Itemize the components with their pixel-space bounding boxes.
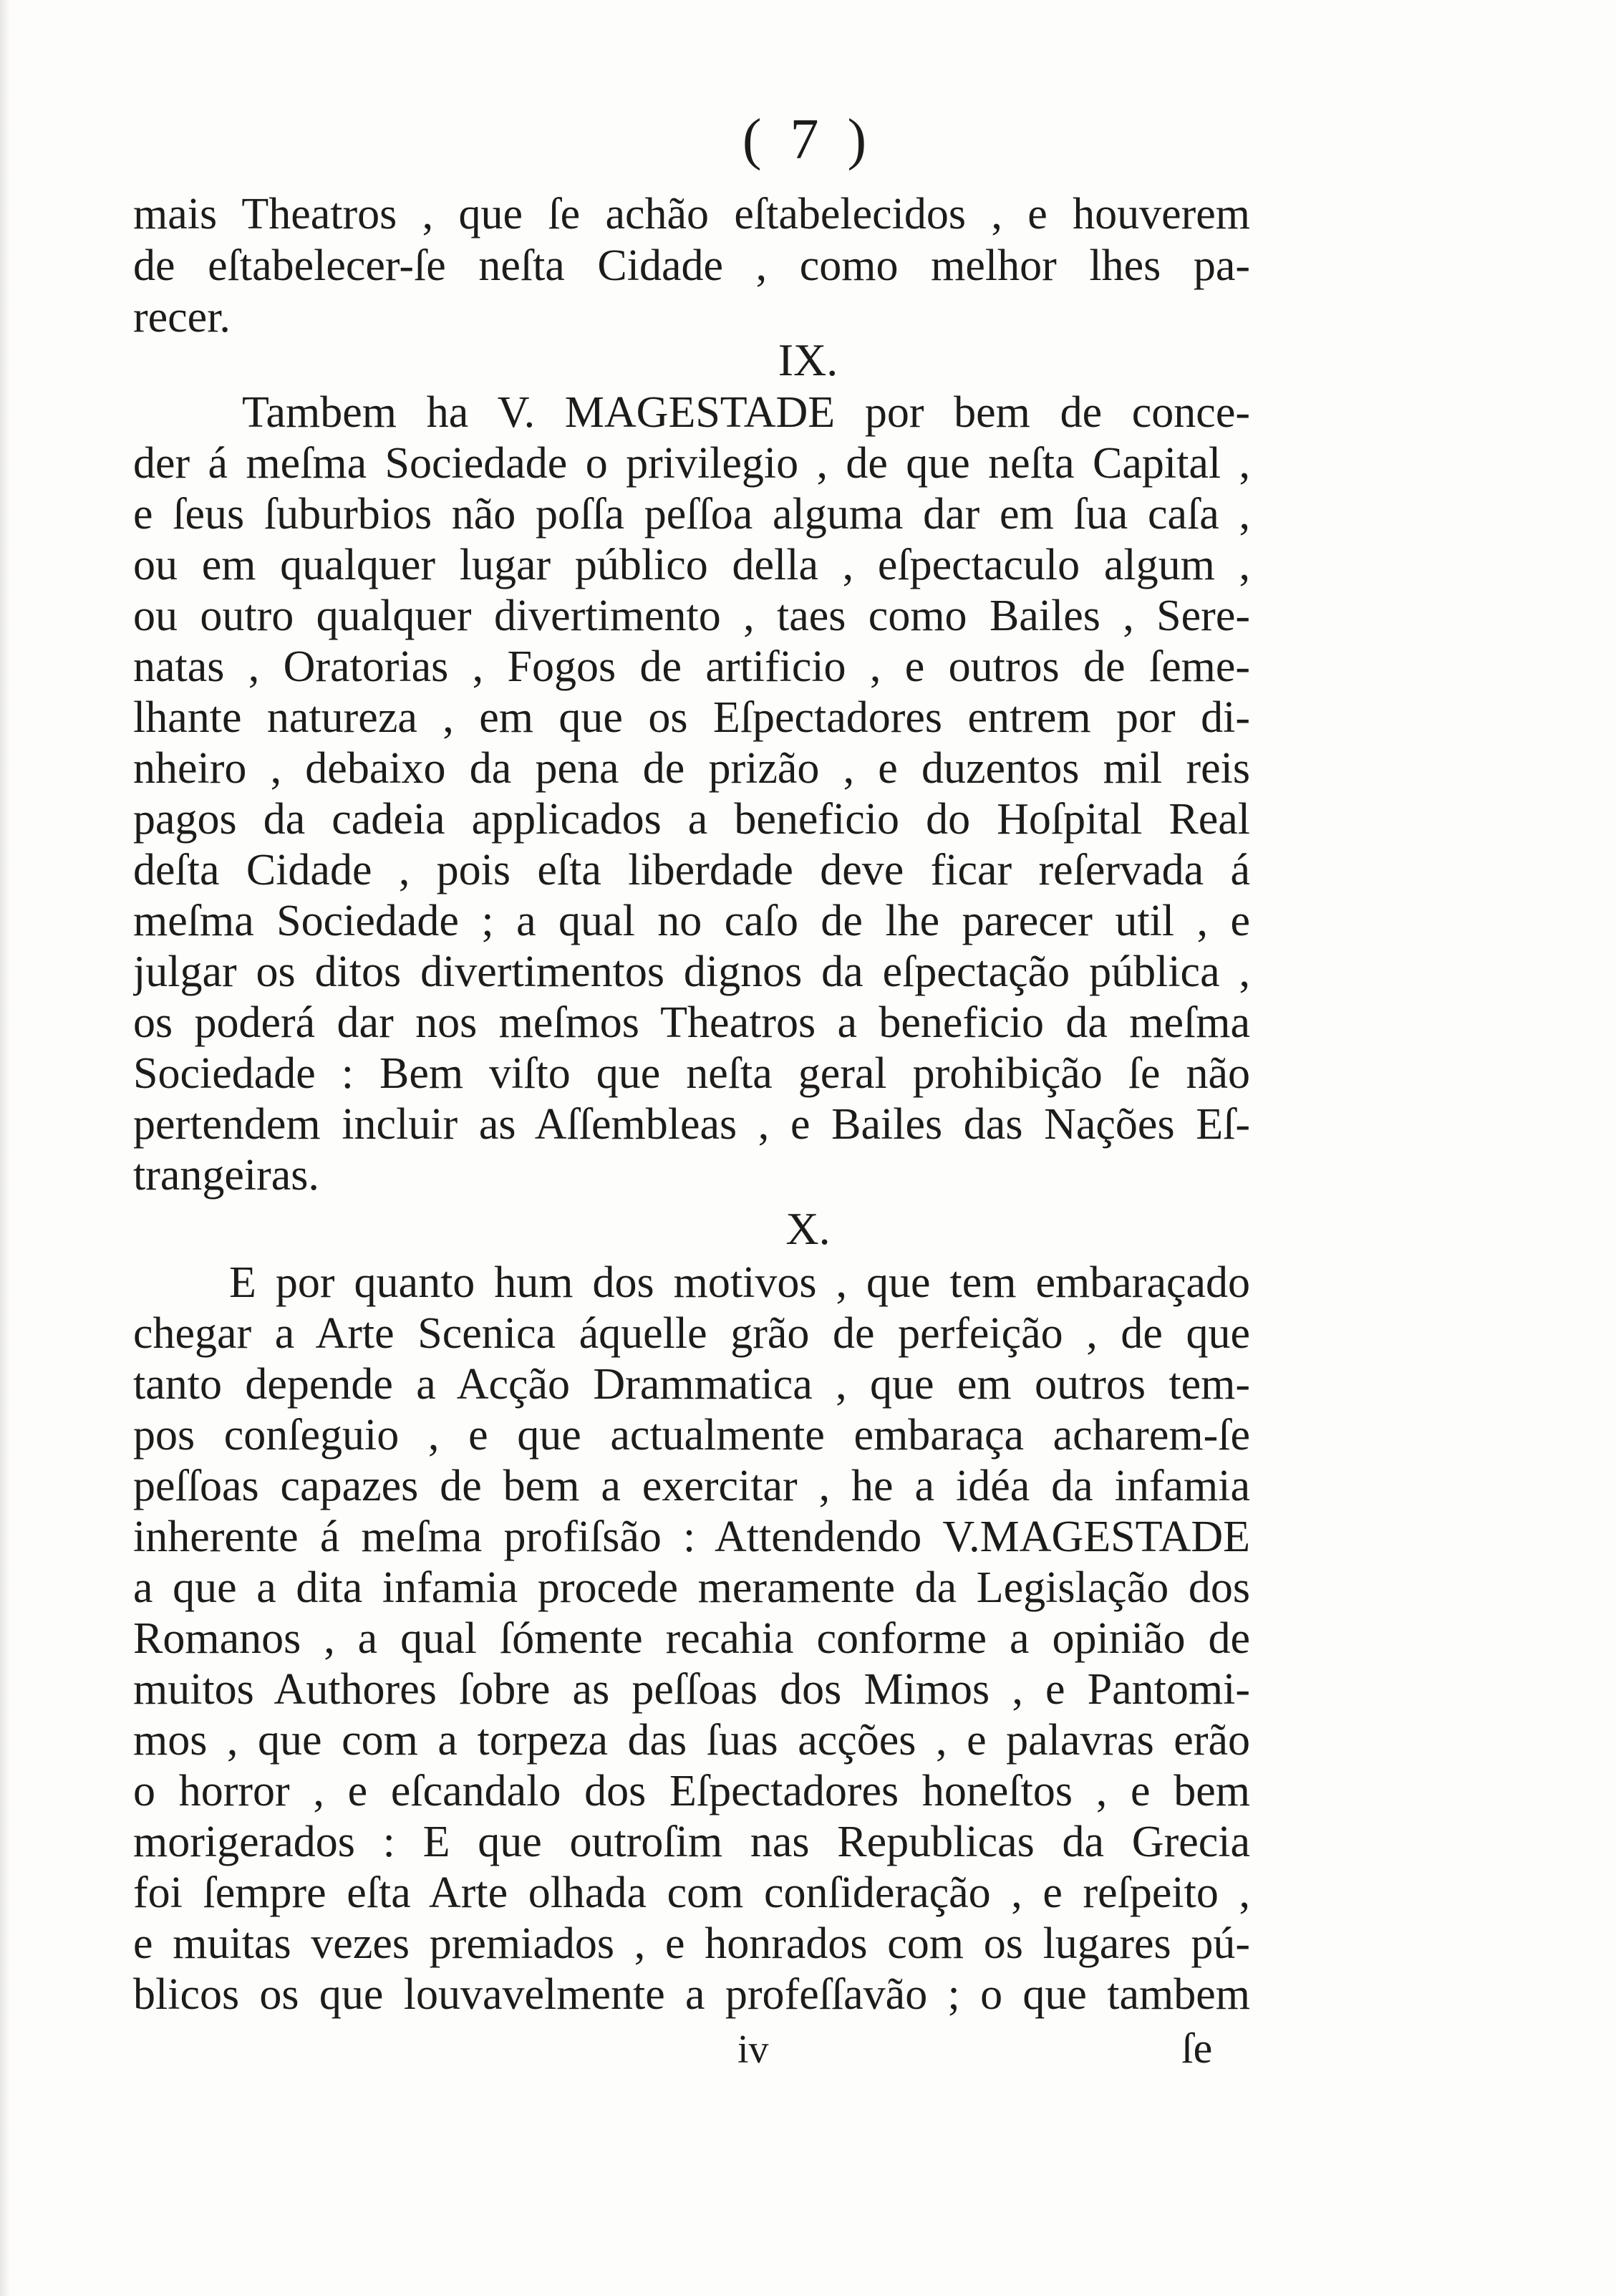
signature-mark: iv (737, 2027, 769, 2072)
text-line: trangeiras. (133, 1151, 319, 1200)
text-line: pertendem incluir as Aſſembleas , e Bailes das Nações Eſ- (133, 1100, 1250, 1149)
section-x-heading: X. (785, 1203, 831, 1254)
text-line: morigerados : E que outroſim nas Republicas da Grecia (133, 1818, 1250, 1866)
text-line: pagos da cadeia applicados a beneficio do Hoſpital Real (133, 795, 1250, 844)
text-line: Tambem ha V. MAGESTADE por bem de conce- (242, 388, 1250, 437)
text-line: der á meſma Sociedade o privilegio , de que neſta Capital , (133, 439, 1250, 488)
text-line: Sociedade : Bem viſto que neſta geral prohibição ſe não (133, 1049, 1250, 1098)
text-line: mais Theatros , que ſe achão eſtabelecidos , e houverem (133, 190, 1250, 238)
text-line: peſſoas capazes de bem a exercitar , he a idéa da infamia (133, 1462, 1250, 1510)
text-line: os poderá dar nos meſmos Theatros a beneficio da meſma (133, 998, 1250, 1047)
text-line: inherente á meſma profiſsão : Attendendo V.MAGESTADE (133, 1513, 1250, 1561)
text-line: Romanos , a qual ſómente recahia conforme a opinião de (133, 1614, 1250, 1663)
text-line: natas , Oratorias , Fogos de artificio , e outros de ſeme- (133, 642, 1250, 691)
text-line: ou em qualquer lugar público della , eſpectaculo algum , (133, 541, 1250, 589)
text-line: deſta Cidade , pois eſta liberdade deve ficar reſervada á (133, 846, 1250, 894)
text-line: chegar a Arte Scenica áquelle grão de perfeição , de que (133, 1309, 1250, 1358)
section-ix-heading: IX. (778, 334, 838, 385)
text-line: julgar os ditos divertimentos dignos da eſpectação pública , (133, 947, 1250, 996)
text-line: recer. (133, 293, 231, 342)
text-line: e muitas vezes premiados , e honrados com os lugares pú- (133, 1919, 1250, 1968)
text-line: E por quanto hum dos motivos , que tem embaraçado (229, 1258, 1250, 1307)
text-line: de eſtabelecer-ſe neſta Cidade , como melhor lhes pa- (133, 241, 1250, 290)
text-line: muitos Authores ſobre as peſſoas dos Mimos , e Pantomi- (133, 1665, 1250, 1714)
text-line: nheiro , debaixo da pena de prizão , e duzentos mil reis (133, 744, 1250, 793)
text-line: pos conſeguio , e que actualmente embaraça acharem-ſe (133, 1411, 1250, 1460)
catchword: ſe (1181, 2025, 1213, 2072)
page-number: ( 7 ) (742, 108, 874, 171)
text-line: mos , que com a torpeza das ſuas acções , e palavras erão (133, 1716, 1250, 1765)
text-line: lhante natureza , em que os Eſpectadores entrem por di- (133, 693, 1250, 742)
text-line: meſma Sociedade ; a qual no caſo de lhe parecer util , e (133, 897, 1250, 945)
text-line: a que a dita infamia procede meramente da Legislação dos (133, 1563, 1250, 1612)
text-line: tanto depende a Acção Drammatica , que em outros tem- (133, 1360, 1250, 1409)
text-line: foi ſempre eſta Arte olhada com conſideração , e reſpeito , (133, 1868, 1250, 1917)
text-line: e ſeus ſuburbios não poſſa peſſoa alguma dar em ſua caſa , (133, 490, 1250, 539)
text-line: ou outro qualquer divertimento , taes como Bailes , Sere- (133, 592, 1250, 640)
text-line: blicos os que louvavelmente a profeſſavão ; o que tambem (133, 1970, 1250, 2019)
text-line: o horror , e eſcandalo dos Eſpectadores honeſtos , e bem (133, 1767, 1250, 1815)
